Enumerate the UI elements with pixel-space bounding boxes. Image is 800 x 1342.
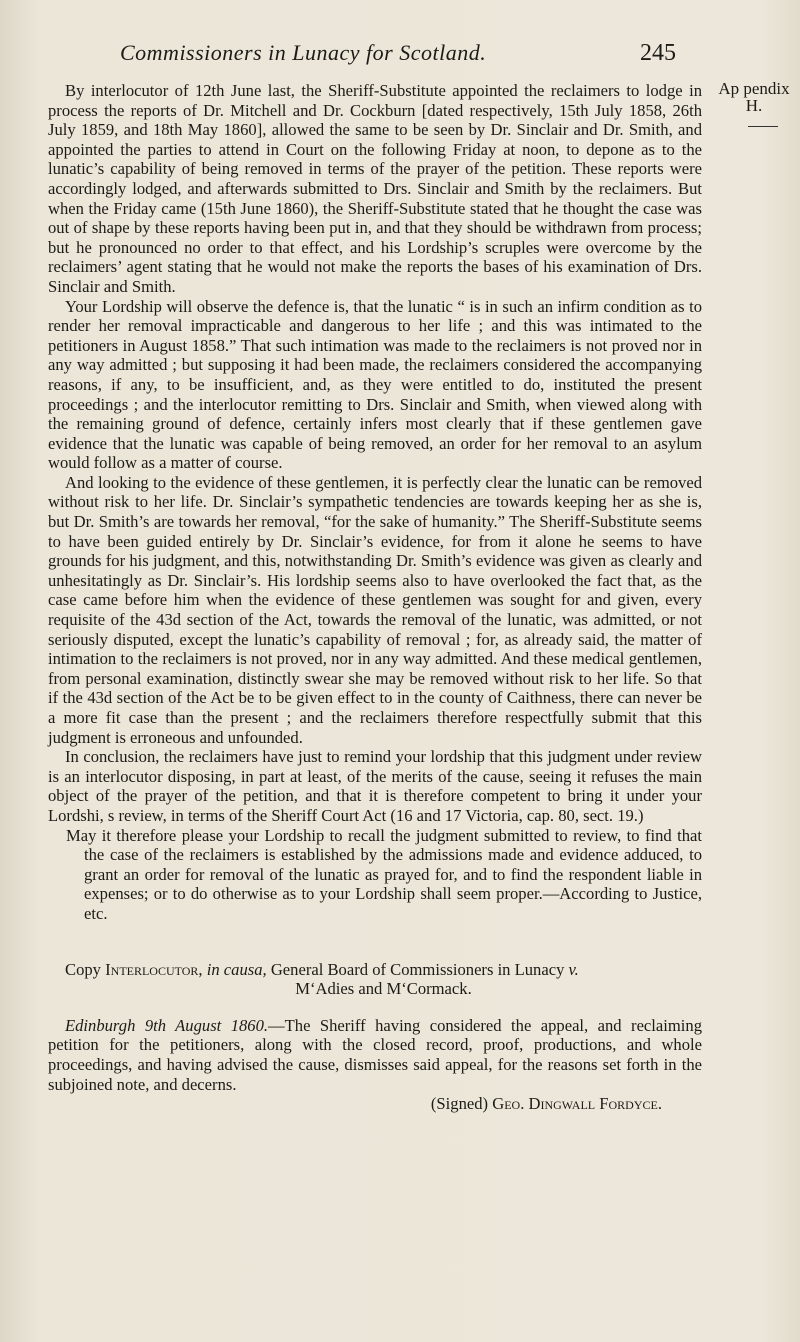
sidenote-rule bbox=[748, 126, 778, 127]
page-header bbox=[0, 40, 800, 70]
paragraph-defence: Your Lordship will observe the defence is, that the lunatic “ is in such an infirm condition as to render her removal impracticable and dangerous to her life ; and this was intimated to the petitioners in August 1858.” That such intimation was made to the reclaimers is not proved nor in any way admitted ; but supposing it had been made, the reclaimers considered the accompanying reasons, if any, to be insufficient, and, as they were entitled to do, instituted the present proceedings ; and the interlocutor remitting to Drs. Sinclair and Smith, when viewed along with the remaining ground of defence, certainly infers most clearly that if these gentlemen gave evidence that the lunatic was capable of being removed, an order for her removal to an asylum would follow as a matter of course. bbox=[48, 296, 702, 473]
paragraph-prayer: May it therefore please your Lordship to recall the judgment submitted to review, to find that the case of the reclaimers is established by the admissions made and evidence adduced, to grant an order for removal of the lunatic as prayed for, and to find the respondent liable in expenses; or to do otherwise as to your Lordship shall seem proper.—According to Justice, etc. bbox=[66, 825, 702, 923]
copy-in-causa: in causa, bbox=[206, 959, 267, 979]
signature-line bbox=[48, 1094, 662, 1114]
appendix-label: Ap pendix H. bbox=[718, 79, 790, 115]
running-head: Commissioners in Lunacy for Scotland. bbox=[120, 40, 487, 65]
copy-board: General Board of Commissioners in Lunacy bbox=[270, 959, 565, 979]
appendix-sidenote bbox=[714, 80, 794, 127]
judgment-text: —The Sheriff having considered the appeal, and reclaiming petition for the petitioners, along with the closed record, proof, productions, and whole proceedings, and having advised the cause, dismisses said appeal, for the reasons set forth in the subjoined note, and decerns. bbox=[48, 1015, 702, 1094]
copy-keyword: Interlocutor, bbox=[105, 959, 203, 979]
paragraph-judgment bbox=[48, 1016, 702, 1094]
copy-versus: v. bbox=[568, 959, 579, 979]
paragraph-conclusion: In conclusion, the reclaimers have just to remind your lordship that this judgment under review is an interlocutor disposing, in part at least, of the merits of the cause, seeing it refuses the main object of the prayer of the petition, and that it is therefore competent to bring it under your Lordshi, s review, in terms of the Sheriff Court Act (16 and 17 Victoria, cap. 80, sect. 19.) bbox=[48, 747, 702, 825]
judgment-place-date: Edinburgh 9th August 1860. bbox=[65, 1015, 269, 1035]
signature-name: Geo. Dingwall Fordyce. bbox=[492, 1094, 662, 1114]
copy-prefix: Copy bbox=[65, 959, 101, 979]
document-body bbox=[48, 81, 702, 1114]
signature-signed: (Signed) bbox=[430, 1094, 489, 1114]
copy-parties: M‘Adies and M‘Cormack. bbox=[295, 979, 472, 999]
page-number: 245 bbox=[640, 40, 676, 66]
paragraph-evidence: And looking to the evidence of these gentlemen, it is perfectly clear the lunatic can be removed without risk to her life. Dr. Sinclair’s sympathetic tendencies are towards keeping her as she is, but Dr. Smith’s are towards her removal, “for the sake of humanity.” The Sheriff-Substitute seems to have been guided entirely by Dr. Sinclair’s evidence, for from it alone he seems to have grounds for his judgment, and this, notwithstanding Dr. Smith’s evidence was given as clearly and unhesitatingly as Dr. Sinclair’s. His lordship seems also to have overlooked the fact that, as the case came before him when the evidence of these gentlemen was sought for and given, every requisite of the 43d section of the Act, towards the removal of the lunatic, was admitted, or not seriously disputed, except the lunatic’s capability of removal ; for, as already said, the matter of intimation to the reclaimers is not proved, nor in any way admitted. And these medical gentlemen, from personal examination, distinctly swear she may be removed without risk to her life. So that if the 43d section of the Act be to be given effect to in the county of Caithness, there can never be a more fit case than the present ; and the reclaimers therefore respectfully submit that this judgment is erroneous and unfounded. bbox=[48, 472, 702, 747]
paragraph-interlocutor: By interlocutor of 12th June last, the Sheriff-Substitute appointed the reclaimers to lodge in process the reports of Dr. Mitchell and Dr. Cockburn [dated respectively, 15th July 1858, 26th July 1859, and 18th May 1860], allowed the same to be seen by Dr. Sinclair and Dr. Smith, and appointed the parties to attend in Court on the following Friday at noon, to depone as to the lunatic’s capability of being removed in terms of the prayer of the petition. These reports were accordingly lodged, and afterwards submitted to Drs. Sinclair and Smith by the reclaimers. But when the Friday came (15th June 1860), the Sheriff-Substitute stated that he thought the case was out of shape by these reports having been put in, and that they should be withdrawn from process; but he pronounced no order to that effect, and his Lordship’s scruples were overcome by the reclaimers’ agent stating that he would not make the reports the bases of his examination of Drs. Sinclair and Smith. bbox=[48, 81, 702, 296]
copy-interlocutor-heading bbox=[48, 960, 702, 999]
